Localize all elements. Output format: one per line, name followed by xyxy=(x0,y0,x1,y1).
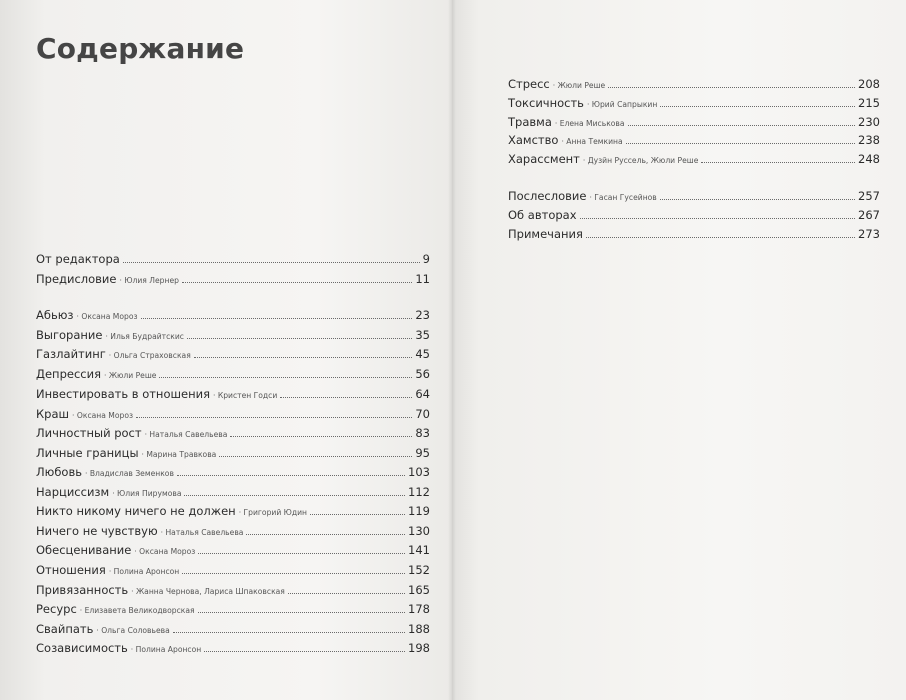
toc-entry-page-number: 178 xyxy=(408,602,430,616)
toc-entry-author: · Оксана Мороз xyxy=(134,547,195,556)
toc-entry-author: · Оксана Мороз xyxy=(77,312,138,321)
dot-leader xyxy=(626,143,855,144)
toc-entry xyxy=(36,248,430,266)
toc-entry-page-number: 273 xyxy=(858,227,880,241)
toc-entry-author: · Елизавета Великодворская xyxy=(80,606,195,615)
dot-leader xyxy=(194,357,413,358)
toc-entry-page-number: 248 xyxy=(858,152,880,166)
toc-entry-author: · Илья Будрайтскис xyxy=(105,332,183,341)
dot-leader xyxy=(159,377,412,378)
dot-leader xyxy=(701,162,855,163)
toc-entry xyxy=(36,442,430,460)
toc-entry xyxy=(508,148,880,166)
toc-entry-page-number: 208 xyxy=(858,77,880,91)
toc-entry-page-number: 188 xyxy=(408,622,430,636)
toc-entry-author: · Полина Аронсон xyxy=(109,567,179,576)
toc-entry-author: · Григорий Юдин xyxy=(239,508,307,517)
page-title: Содержание xyxy=(36,32,245,65)
toc-entry-author: · Наталья Савельева xyxy=(145,430,228,439)
toc-entry-title: Обесценивание xyxy=(36,543,132,557)
dot-leader xyxy=(628,125,855,126)
dot-leader xyxy=(219,456,412,457)
dot-leader xyxy=(580,218,856,219)
toc-entry-page-number: 230 xyxy=(858,115,880,129)
toc-entry-author: · Елена Миськова xyxy=(555,119,625,128)
toc-entry xyxy=(36,268,430,286)
dot-leader xyxy=(198,553,405,554)
toc-entry-author: · Анна Темкина xyxy=(561,137,622,146)
left-page xyxy=(0,0,452,700)
toc-entry-title: Хамство xyxy=(508,133,559,147)
toc-entry-title: Ресурс xyxy=(36,602,77,616)
toc-entry-author: · Владислав Земенков xyxy=(85,469,174,478)
toc-entry xyxy=(508,111,880,129)
toc-entry-author: · Кристен Годси xyxy=(213,391,277,400)
toc-entry-page-number: 83 xyxy=(415,426,430,440)
toc-entry-title: Об авторах xyxy=(508,208,577,222)
dot-leader xyxy=(184,495,405,496)
toc-entry-title: Травма xyxy=(508,115,552,129)
toc-entry-page-number: 56 xyxy=(415,367,430,381)
dot-leader xyxy=(123,262,420,263)
toc-entry-title: Послесловие xyxy=(508,189,587,203)
toc-entry-page-number: 45 xyxy=(415,347,430,361)
dot-leader xyxy=(288,593,405,594)
toc-entry-author: · Юлия Лернер xyxy=(119,276,178,285)
toc-entry-page-number: 130 xyxy=(408,524,430,538)
toc-entry-author: · Марина Травкова xyxy=(142,450,217,459)
toc-entry-page-number: 95 xyxy=(415,446,430,460)
toc-entry-page-number: 112 xyxy=(408,485,430,499)
toc-entry xyxy=(508,185,880,203)
toc-entry xyxy=(36,363,430,381)
toc-entry-author: · Дузйн Руссель, Жюли Реше xyxy=(583,156,699,165)
toc-entry-author: · Ольга Страховская xyxy=(109,351,191,360)
toc-entry xyxy=(36,422,430,440)
toc-entry-author: · Наталья Савельева xyxy=(161,528,244,537)
toc-entry-author: · Юрий Сапрыкин xyxy=(587,100,657,109)
toc-entry-page-number: 152 xyxy=(408,563,430,577)
toc-entry-title: Никто никому ничего не должен xyxy=(36,504,236,518)
toc-entry xyxy=(36,481,430,499)
toc-entry-title: Депрессия xyxy=(36,367,101,381)
dot-leader xyxy=(187,338,412,339)
toc-entry-title: Любовь xyxy=(36,465,83,479)
toc-entry xyxy=(508,73,880,91)
toc-entry-page-number: 198 xyxy=(408,641,430,655)
dot-leader xyxy=(280,397,412,398)
toc-entry-title: Харассмент xyxy=(508,152,580,166)
toc-entry xyxy=(508,204,880,222)
toc-entry xyxy=(36,304,430,322)
toc-entry-page-number: 257 xyxy=(858,189,880,203)
toc-entry-author: · Жюли Реше xyxy=(553,81,605,90)
toc-entry xyxy=(508,92,880,110)
toc-entry-page-number: 11 xyxy=(415,272,430,286)
toc-entry-page-number: 103 xyxy=(408,465,430,479)
toc-entry xyxy=(36,461,430,479)
dot-leader xyxy=(136,417,412,418)
toc-entry-page-number: 35 xyxy=(415,328,430,342)
toc-entry-author: · Юлия Пирумова xyxy=(112,489,181,498)
toc-entry-author: · Оксана Мороз xyxy=(72,411,133,420)
toc-entry-page-number: 141 xyxy=(408,543,430,557)
dot-leader xyxy=(608,87,855,88)
dot-leader xyxy=(182,282,412,283)
toc-entry-title: Примечания xyxy=(508,227,583,241)
dot-leader xyxy=(310,514,405,515)
toc-entry-title: Личностный рост xyxy=(36,426,142,440)
toc-entry-page-number: 9 xyxy=(422,252,430,266)
toc-entry xyxy=(36,500,430,518)
toc-entry-page-number: 215 xyxy=(858,96,880,110)
toc-entry xyxy=(36,383,430,401)
toc-entry-title: Ничего не чувствую xyxy=(36,524,158,538)
toc-entry xyxy=(36,343,430,361)
toc-entry-author: · Жанна Чернова, Лариса Шпаковская xyxy=(131,587,285,596)
toc-entry-author: · Гасан Гусейнов xyxy=(589,193,656,202)
dot-leader xyxy=(198,612,405,613)
toc-entry-title: От редактора xyxy=(36,252,120,266)
toc-entry-title: Краш xyxy=(36,407,70,421)
toc-entry-page-number: 267 xyxy=(858,208,880,222)
dot-leader xyxy=(586,237,855,238)
toc-entry xyxy=(36,618,430,636)
toc-entry-page-number: 23 xyxy=(415,308,430,322)
dot-leader xyxy=(660,106,855,107)
toc-entry-author: · Ольга Соловьева xyxy=(96,626,169,635)
toc-entry-title: Созависимость xyxy=(36,641,128,655)
dot-leader xyxy=(182,573,405,574)
dot-leader xyxy=(230,436,412,437)
toc-entry xyxy=(508,223,880,241)
book-gutter xyxy=(448,0,456,700)
toc-entry-title: Привязанность xyxy=(36,583,129,597)
toc-entry-title: Выгорание xyxy=(36,328,103,342)
toc-entry xyxy=(36,579,430,597)
toc-entry-page-number: 119 xyxy=(408,504,430,518)
toc-entry-title: Инвестировать в отношения xyxy=(36,387,210,401)
toc-entry xyxy=(36,559,430,577)
toc-entry-page-number: 70 xyxy=(415,407,430,421)
toc-entry-title: Предисловие xyxy=(36,272,117,286)
toc-entry-title: Газлайтинг xyxy=(36,347,106,361)
dot-leader xyxy=(246,534,405,535)
toc-entry-title: Стресс xyxy=(508,77,550,91)
toc-entry-author: · Жюли Реше xyxy=(104,371,156,380)
dot-leader xyxy=(660,199,855,200)
toc-entry-title: Отношения xyxy=(36,563,106,577)
dot-leader xyxy=(204,651,405,652)
toc-entry xyxy=(36,520,430,538)
toc-entry xyxy=(36,598,430,616)
toc-entry-title: Свайпать xyxy=(36,622,94,636)
dot-leader xyxy=(173,632,405,633)
toc-entry-title: Абьюз xyxy=(36,308,74,322)
dot-leader xyxy=(141,318,413,319)
toc-entry-page-number: 165 xyxy=(408,583,430,597)
toc-entry-title: Личные границы xyxy=(36,446,139,460)
toc-entry xyxy=(36,403,430,421)
toc-entry-author: · Полина Аронсон xyxy=(131,645,201,654)
toc-entry xyxy=(36,324,430,342)
toc-entry xyxy=(508,129,880,147)
toc-entry-page-number: 64 xyxy=(415,387,430,401)
toc-entry-page-number: 238 xyxy=(858,133,880,147)
toc-entry-title: Токсичность xyxy=(508,96,584,110)
toc-entry-title: Нарциссизм xyxy=(36,485,110,499)
toc-entry xyxy=(36,637,430,655)
dot-leader xyxy=(177,475,405,476)
toc-entry xyxy=(36,539,430,557)
